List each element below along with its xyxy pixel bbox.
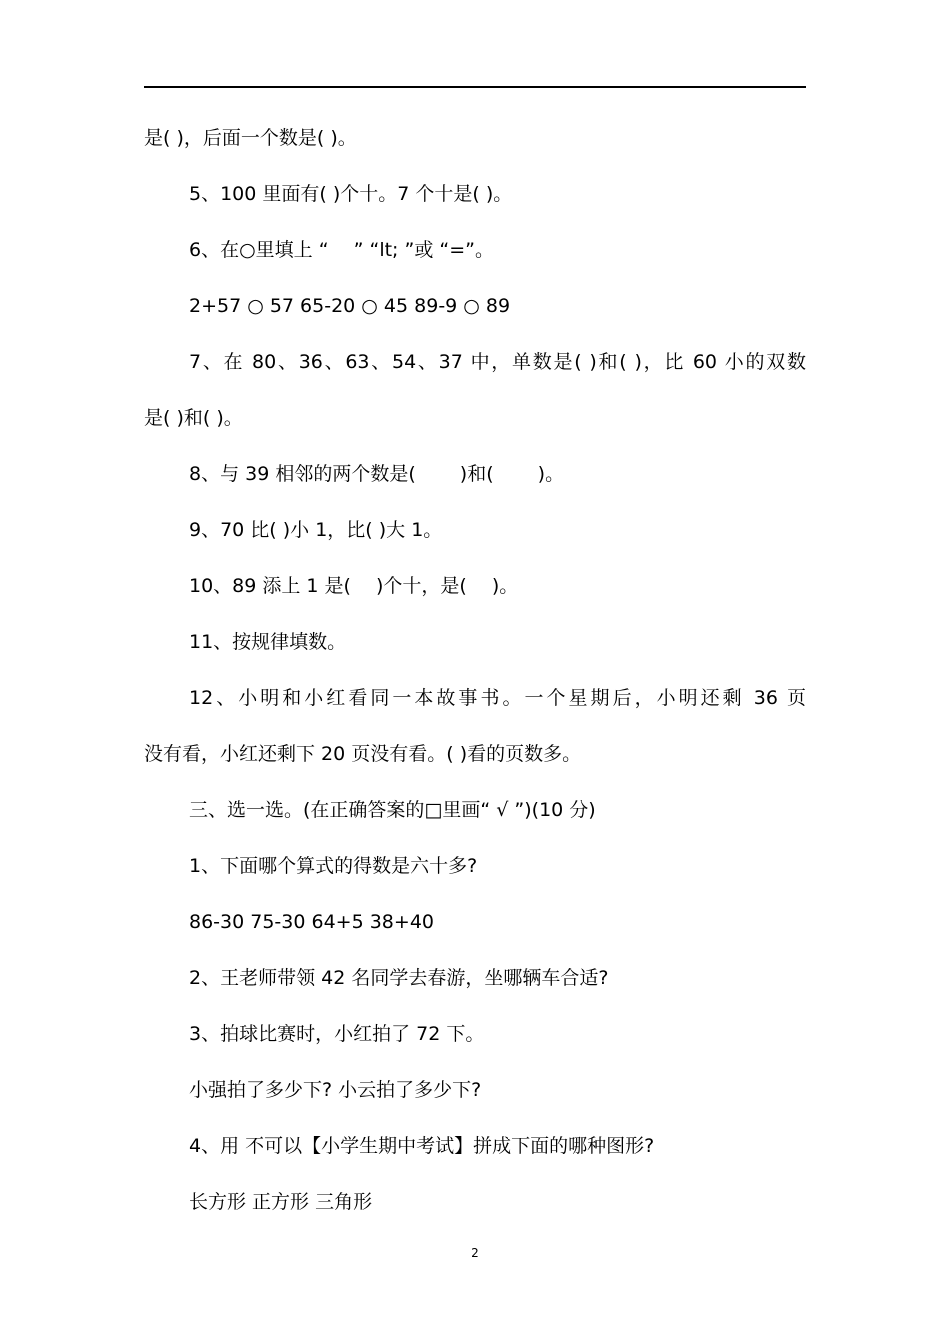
choice-question-1-options: 86-30 75-30 64+5 38+40 — [189, 911, 434, 933]
question-12-continuation: 没有看，小红还剩下 20 页没有看。( )看的页数多。 — [144, 743, 582, 765]
question-12: 12、小明和小红看同一本故事书。一个星期后，小明还剩 36 页 — [189, 687, 806, 709]
choice-question-1: 1、下面哪个算式的得数是六十多? — [189, 855, 478, 877]
section-3-heading: 三、选一选。(在正确答案的□里画“ √ ”)(10 分) — [189, 799, 596, 821]
choice-question-3-sub: 小强拍了多少下? 小云拍了多少下? — [189, 1079, 482, 1101]
question-7-continuation: 是( )和( )。 — [144, 407, 243, 429]
question-9: 9、70 比( )小 1，比( )大 1。 — [189, 519, 443, 541]
header-rule — [144, 86, 806, 88]
text-line-continuation: 是( )，后面一个数是( )。 — [144, 127, 357, 149]
question-6-expressions: 2+57 ○ 57 65-20 ○ 45 89-9 ○ 89 — [189, 295, 511, 317]
choice-question-4-options: 长方形 正方形 三角形 — [189, 1191, 373, 1213]
choice-question-3: 3、拍球比赛时，小红拍了 72 下。 — [189, 1023, 485, 1045]
choice-question-4: 4、用 不可以【小学生期中考试】拼成下面的哪种图形? — [189, 1135, 655, 1157]
question-6: 6、在○里填上 “ ” “lt; ”或 “=”。 — [189, 239, 494, 261]
page-number: 2 — [471, 1246, 479, 1260]
question-8: 8、与 39 相邻的两个数是( )和( )。 — [189, 463, 565, 485]
question-5: 5、100 里面有( )个十。7 个十是( )。 — [189, 183, 513, 205]
question-10: 10、89 添上 1 是( )个十，是( )。 — [189, 575, 519, 597]
question-7: 7、在 80、36、63、54、37 中，单数是( )和( )，比 60 小的双数 — [189, 351, 806, 373]
document-body — [144, 118, 806, 1238]
choice-question-2: 2、王老师带领 42 名同学去春游，坐哪辆车合适? — [189, 967, 609, 989]
question-11: 11、按规律填数。 — [189, 631, 347, 653]
